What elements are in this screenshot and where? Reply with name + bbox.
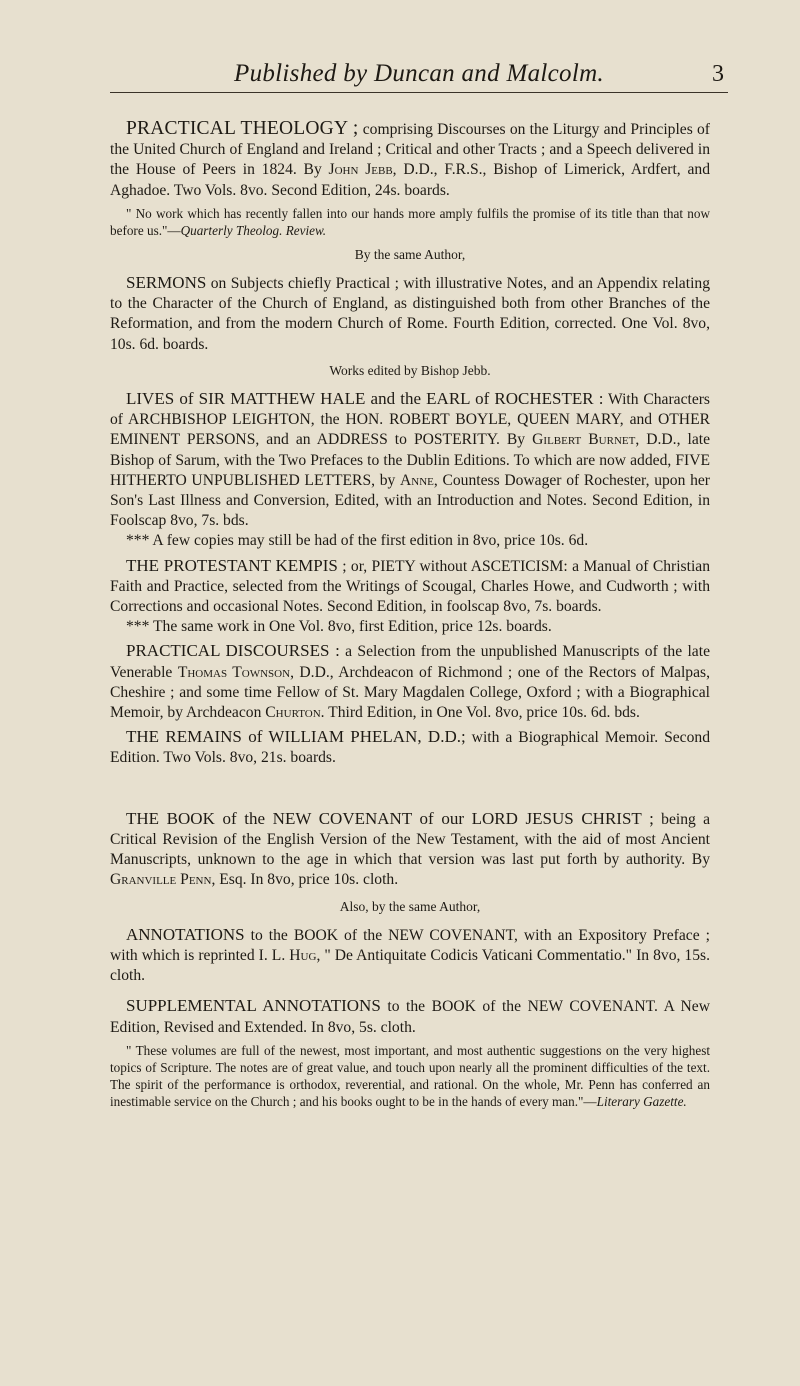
quote-text: " No work which has recently fallen into our hands more amply fulfils the promise of its title than that now before us."— [110,205,710,238]
entry-practical-theology [110,119,710,201]
entry-text: to the BOOK of the NEW COVENANT, with an Expository Preface ; with which is reprinted I. L. [110,926,710,964]
review-quote [110,205,710,239]
byline: Works edited by Bishop Jebb. [329,362,491,378]
running-title: Published by Duncan and Malcolm. [234,60,604,87]
entry-text: With Characters of ARCHBISHOP LEIGHTON, the HON. ROBERT BOYLE, QUEEN MARY, and OTHER EMINENT PERSONS, and an ADDRESS to POSTERITY. By [110,391,711,449]
entry-text: on Subjects chiefly Practical ; with illustrative Notes, and an Appendix relating to the Character of the Church of England, as distinguished both from other Branches of the Reformation, and from the modern Church of Rome. Fourth Edition, corrected. One Vol. 8vo, 10s. 6d. boards. [110,275,710,353]
author-name: Churton [265,704,321,722]
section-gap [110,769,710,809]
entry-title: ANNOTATIONS [126,924,245,944]
author-name: Anne [400,471,434,489]
entry-annotations [110,925,710,987]
entry-text: , D.D., Archdeacon of Richmond ; one of the Rectors of Malpas, Cheshire ; and some time Fellow of St. Mary Magdalen College, Oxford ; with a Biographical Memoir, by Archdeacon [110,663,710,722]
author-name: Thomas Townson [177,663,291,681]
entry-text: , D.D., F.R.S., Bishop of Limerick, Ardfert, and Aghadoe. Two Vols. 8vo. Second Edition, 24s. boards. [110,161,710,199]
edition-note: *** A few copies may still be had of the first edition in 8vo, price 10s. 6d. [126,532,589,550]
page-number: 3 [712,61,724,87]
entry-title: THE BOOK of the NEW COVENANT of our LORD JESUS CHRIST ; [126,808,654,828]
catalogue-content [110,119,710,1110]
author-name: Hug [289,946,317,964]
quote-source: Quarterly Theolog. Review. [180,222,327,238]
entry-text: , D.D., late Bishop of Sarum, with the Two Prefaces to the Dublin Editions. To which are now added, FIVE HITHERTO UNPUBLISHED LETTERS, by [110,431,711,489]
entry-text: being a Critical Revision of the English Version of the New Testament, with the aid of most Ancient Manuscripts, unknown to the age in which that version was last put forth by authority. By [110,810,710,869]
entry-practical-discourses [110,641,710,723]
entry-text: to the BOOK of the NEW COVENANT. A New Edition, Revised and Extended. In 8vo, 5s. cloth. [110,998,710,1036]
entry-title: PRACTICAL DISCOURSES : [126,641,340,661]
entry-text: , Countess Dowager of Rochester, upon her Son's Last Illness and Conversion, Edited, with an Introduction and Notes. Second Edition, in Foolscap 8vo, 7s. bds. [110,471,710,530]
quote-text: " These volumes are full of the newest, most important, and most authentic suggestions on the very highest topics of Scripture. The notes are of great value, and touch upon nearly all the prominent difficulties of the text. The spirit of the performance is orthodox, reverential, and rational. On the whole, Mr. Penn has conferred an inestimable service on the Church ; and his books ought to be in the hands of every man."— [110,1042,710,1109]
entry-text: , " De Antiquitate Codicis Vaticani Commentatio." In 8vo, 15s. cloth. [110,946,710,985]
entry-text: with a Biographical Memoir. Second Edition. Two Vols. 8vo, 21s. boards. [110,729,710,767]
author-name: John Jebb [328,161,393,179]
author-name: Granville Penn [110,871,212,889]
entry-book-new-covenant [110,809,710,891]
entry-text: comprising Discourses on the Liturgy and Principles of the United Church of England and Ireland ; Critical and other Tracts ; and a Speech delivered in the House of Peers in 1824. By [110,121,710,179]
entry-sermons [110,273,710,355]
entry-title: PRACTICAL THEOLOGY ; [126,118,359,139]
author-name: Gilbert Burnet [532,431,636,449]
entry-title: THE PROTESTANT KEMPIS [126,555,338,575]
quote-source: Literary Gazette. [596,1093,687,1109]
entry-text: . Third Edition, in One Vol. 8vo, price 10s. 6d. bds. [320,704,640,722]
entry-title: LIVES of SIR MATTHEW HALE and the EARL of ROCHESTER : [126,389,604,409]
entry-protestant-kempis [110,556,710,618]
page-header [110,52,728,93]
entry-title: SERMONS [126,273,207,293]
edition-note: *** The same work in One Vol. 8vo, first Edition, price 12s. boards. [126,618,552,636]
entry-remains-phelan [110,727,710,768]
entry-title: SUPPLEMENTAL ANNOTATIONS [126,996,381,1016]
entry-title: THE REMAINS of WILLIAM PHELAN, D.D.; [126,727,466,747]
entry-text: a Selection from the unpublished Manuscripts of the late Venerable [110,643,710,681]
byline: Also, by the same Author, [339,898,481,914]
entry-supplemental-annotations [110,996,710,1037]
entry-text: ; or, PIETY without ASCETICISM: a Manual of Christian Faith and Practice, selected from the Writings of Scougal, Charles Howe, and Cudworth ; with Corrections and occasional Notes. Second Edition, in foolscap 8vo, 7s. boards. [110,557,710,616]
byline: By the same Author, [354,246,466,262]
entry-lives-hale-rochester [110,389,710,531]
review-quote [110,1042,710,1110]
entry-text: , Esq. In 8vo, price 10s. cloth. [211,871,399,889]
